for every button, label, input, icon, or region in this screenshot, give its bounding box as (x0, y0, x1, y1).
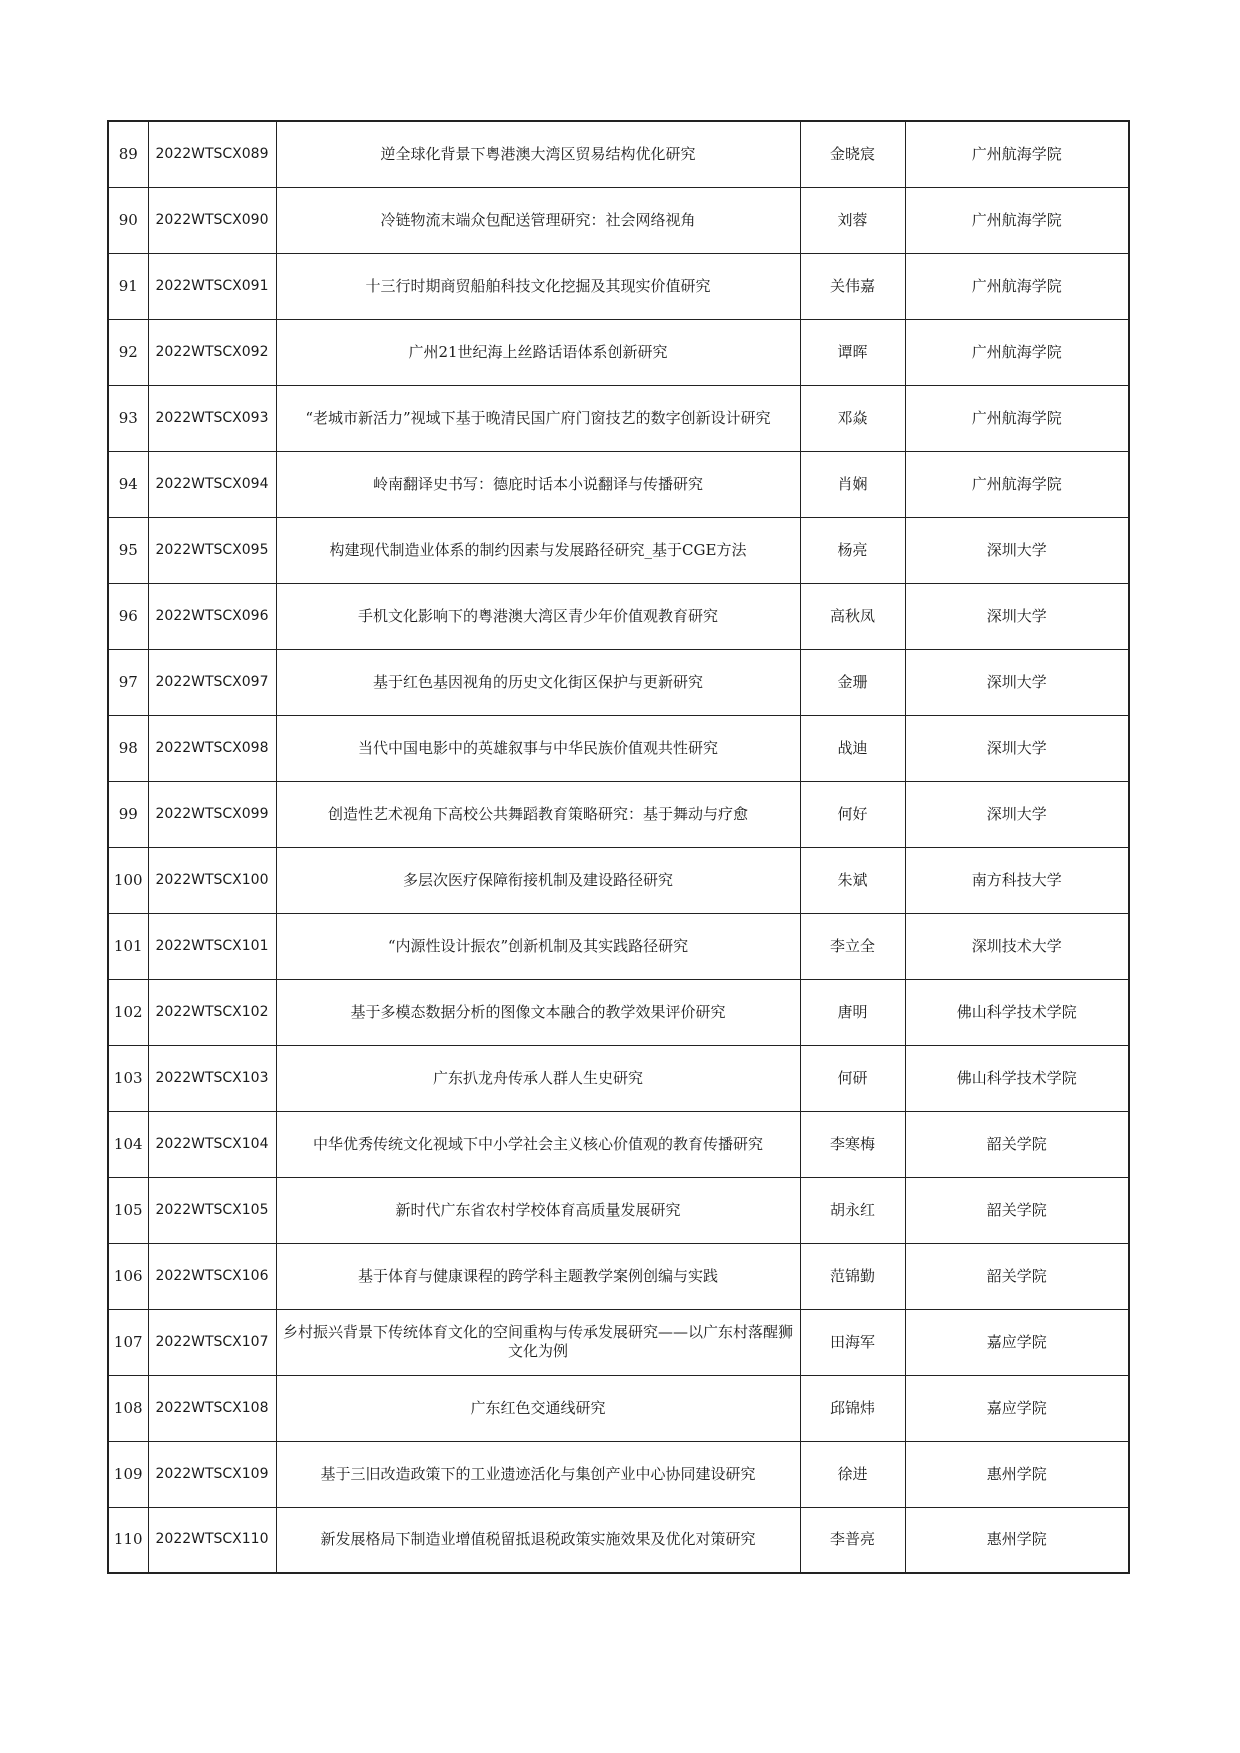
project-code-cell: 2022WTSCX100 (148, 847, 276, 913)
project-title-cell: 基于体育与健康课程的跨学科主题教学案例创编与实践 (276, 1243, 800, 1309)
row-number-cell: 98 (108, 715, 148, 781)
project-title-cell: “内源性设计振农”创新机制及其实践路径研究 (276, 913, 800, 979)
table-row (108, 1243, 1129, 1309)
table-row (108, 517, 1129, 583)
institution-cell: 广州航海学院 (905, 121, 1129, 187)
project-code-cell: 2022WTSCX093 (148, 385, 276, 451)
row-number-cell: 108 (108, 1375, 148, 1441)
project-title-cell: 逆全球化背景下粤港澳大湾区贸易结构优化研究 (276, 121, 800, 187)
table-row (108, 649, 1129, 715)
institution-cell: 广州航海学院 (905, 253, 1129, 319)
project-code-cell: 2022WTSCX104 (148, 1111, 276, 1177)
row-number-cell: 89 (108, 121, 148, 187)
institution-cell: 佛山科学技术学院 (905, 979, 1129, 1045)
institution-cell: 深圳大学 (905, 781, 1129, 847)
project-title-cell: 新时代广东省农村学校体育高质量发展研究 (276, 1177, 800, 1243)
institution-cell: 韶关学院 (905, 1243, 1129, 1309)
institution-cell: 广州航海学院 (905, 187, 1129, 253)
project-title-cell: 基于三旧改造政策下的工业遗迹活化与集创产业中心协同建设研究 (276, 1441, 800, 1507)
principal-investigator-cell: 李立全 (800, 913, 905, 979)
institution-cell: 深圳大学 (905, 583, 1129, 649)
institution-cell: 韶关学院 (905, 1177, 1129, 1243)
row-number-cell: 92 (108, 319, 148, 385)
institution-cell: 南方科技大学 (905, 847, 1129, 913)
principal-investigator-cell: 田海军 (800, 1309, 905, 1375)
row-number-cell: 95 (108, 517, 148, 583)
project-title-cell: 多层次医疗保障衔接机制及建设路径研究 (276, 847, 800, 913)
principal-investigator-cell: 李普亮 (800, 1507, 905, 1573)
institution-cell: 深圳大学 (905, 649, 1129, 715)
institution-cell: 韶关学院 (905, 1111, 1129, 1177)
project-code-cell: 2022WTSCX098 (148, 715, 276, 781)
principal-investigator-cell: 范锦勤 (800, 1243, 905, 1309)
table-row (108, 319, 1129, 385)
table-row (108, 121, 1129, 187)
row-number-cell: 104 (108, 1111, 148, 1177)
table-row (108, 847, 1129, 913)
table-row (108, 1177, 1129, 1243)
principal-investigator-cell: 朱斌 (800, 847, 905, 913)
institution-cell: 嘉应学院 (905, 1375, 1129, 1441)
project-code-cell: 2022WTSCX096 (148, 583, 276, 649)
institution-cell: 广州航海学院 (905, 451, 1129, 517)
project-title-cell: 岭南翻译史书写：德庇时话本小说翻译与传播研究 (276, 451, 800, 517)
row-number-cell: 102 (108, 979, 148, 1045)
row-number-cell: 90 (108, 187, 148, 253)
table-row (108, 715, 1129, 781)
institution-cell: 惠州学院 (905, 1507, 1129, 1573)
project-code-cell: 2022WTSCX097 (148, 649, 276, 715)
row-number-cell: 99 (108, 781, 148, 847)
project-code-cell: 2022WTSCX089 (148, 121, 276, 187)
table-body (108, 121, 1129, 1573)
table-row (108, 1111, 1129, 1177)
row-number-cell: 100 (108, 847, 148, 913)
principal-investigator-cell: 肖娴 (800, 451, 905, 517)
table-row (108, 1375, 1129, 1441)
project-title-cell: 基于红色基因视角的历史文化街区保护与更新研究 (276, 649, 800, 715)
project-code-cell: 2022WTSCX095 (148, 517, 276, 583)
principal-investigator-cell: 关伟嘉 (800, 253, 905, 319)
table-row (108, 187, 1129, 253)
principal-investigator-cell: 何研 (800, 1045, 905, 1111)
table-row (108, 913, 1129, 979)
table-row (108, 1507, 1129, 1573)
table-row (108, 1441, 1129, 1507)
principal-investigator-cell: 唐明 (800, 979, 905, 1045)
project-code-cell: 2022WTSCX103 (148, 1045, 276, 1111)
row-number-cell: 97 (108, 649, 148, 715)
row-number-cell: 105 (108, 1177, 148, 1243)
project-code-cell: 2022WTSCX108 (148, 1375, 276, 1441)
table-row (108, 253, 1129, 319)
row-number-cell: 110 (108, 1507, 148, 1573)
project-title-cell: 冷链物流末端众包配送管理研究：社会网络视角 (276, 187, 800, 253)
principal-investigator-cell: 邓焱 (800, 385, 905, 451)
project-title-cell: 手机文化影响下的粤港澳大湾区青少年价值观教育研究 (276, 583, 800, 649)
row-number-cell: 103 (108, 1045, 148, 1111)
project-title-cell: 新发展格局下制造业增值税留抵退税政策实施效果及优化对策研究 (276, 1507, 800, 1573)
project-code-cell: 2022WTSCX090 (148, 187, 276, 253)
project-code-cell: 2022WTSCX107 (148, 1309, 276, 1375)
principal-investigator-cell: 高秋凤 (800, 583, 905, 649)
table-row (108, 385, 1129, 451)
project-title-cell: 十三行时期商贸船舶科技文化挖掘及其现实价值研究 (276, 253, 800, 319)
table-row (108, 1045, 1129, 1111)
project-title-cell: 广州21世纪海上丝路话语体系创新研究 (276, 319, 800, 385)
principal-investigator-cell: 战迪 (800, 715, 905, 781)
table-row (108, 781, 1129, 847)
principal-investigator-cell: 李寒梅 (800, 1111, 905, 1177)
project-title-cell: 乡村振兴背景下传统体育文化的空间重构与传承发展研究——以广东村落醒狮文化为例 (276, 1309, 800, 1375)
project-title-cell: 当代中国电影中的英雄叙事与中华民族价值观共性研究 (276, 715, 800, 781)
institution-cell: 深圳技术大学 (905, 913, 1129, 979)
project-code-cell: 2022WTSCX109 (148, 1441, 276, 1507)
project-code-cell: 2022WTSCX091 (148, 253, 276, 319)
institution-cell: 佛山科学技术学院 (905, 1045, 1129, 1111)
table-row (108, 979, 1129, 1045)
table-row (108, 583, 1129, 649)
row-number-cell: 101 (108, 913, 148, 979)
project-code-cell: 2022WTSCX094 (148, 451, 276, 517)
institution-cell: 嘉应学院 (905, 1309, 1129, 1375)
project-title-cell: 广东扒龙舟传承人群人生史研究 (276, 1045, 800, 1111)
project-code-cell: 2022WTSCX110 (148, 1507, 276, 1573)
project-title-cell: 创造性艺术视角下高校公共舞蹈教育策略研究：基于舞动与疗愈 (276, 781, 800, 847)
project-title-cell: 中华优秀传统文化视域下中小学社会主义核心价值观的教育传播研究 (276, 1111, 800, 1177)
row-number-cell: 91 (108, 253, 148, 319)
project-code-cell: 2022WTSCX105 (148, 1177, 276, 1243)
principal-investigator-cell: 杨亮 (800, 517, 905, 583)
project-title-cell: “老城市新活力”视域下基于晚清民国广府门窗技艺的数字创新设计研究 (276, 385, 800, 451)
project-code-cell: 2022WTSCX101 (148, 913, 276, 979)
principal-investigator-cell: 金珊 (800, 649, 905, 715)
row-number-cell: 109 (108, 1441, 148, 1507)
principal-investigator-cell: 何好 (800, 781, 905, 847)
row-number-cell: 96 (108, 583, 148, 649)
project-code-cell: 2022WTSCX092 (148, 319, 276, 385)
principal-investigator-cell: 胡永红 (800, 1177, 905, 1243)
institution-cell: 惠州学院 (905, 1441, 1129, 1507)
principal-investigator-cell: 邱锦炜 (800, 1375, 905, 1441)
row-number-cell: 93 (108, 385, 148, 451)
institution-cell: 深圳大学 (905, 715, 1129, 781)
institution-cell: 广州航海学院 (905, 319, 1129, 385)
institution-cell: 广州航海学院 (905, 385, 1129, 451)
table-row (108, 451, 1129, 517)
project-code-cell: 2022WTSCX106 (148, 1243, 276, 1309)
project-code-cell: 2022WTSCX099 (148, 781, 276, 847)
project-title-cell: 广东红色交通线研究 (276, 1375, 800, 1441)
row-number-cell: 106 (108, 1243, 148, 1309)
table-row (108, 1309, 1129, 1375)
principal-investigator-cell: 谭晖 (800, 319, 905, 385)
project-title-cell: 基于多模态数据分析的图像文本融合的教学效果评价研究 (276, 979, 800, 1045)
row-number-cell: 107 (108, 1309, 148, 1375)
row-number-cell: 94 (108, 451, 148, 517)
project-title-cell: 构建现代制造业体系的制约因素与发展路径研究_基于CGE方法 (276, 517, 800, 583)
institution-cell: 深圳大学 (905, 517, 1129, 583)
principal-investigator-cell: 刘蓉 (800, 187, 905, 253)
principal-investigator-cell: 金晓宸 (800, 121, 905, 187)
project-list-table (107, 120, 1130, 1574)
project-code-cell: 2022WTSCX102 (148, 979, 276, 1045)
principal-investigator-cell: 徐进 (800, 1441, 905, 1507)
